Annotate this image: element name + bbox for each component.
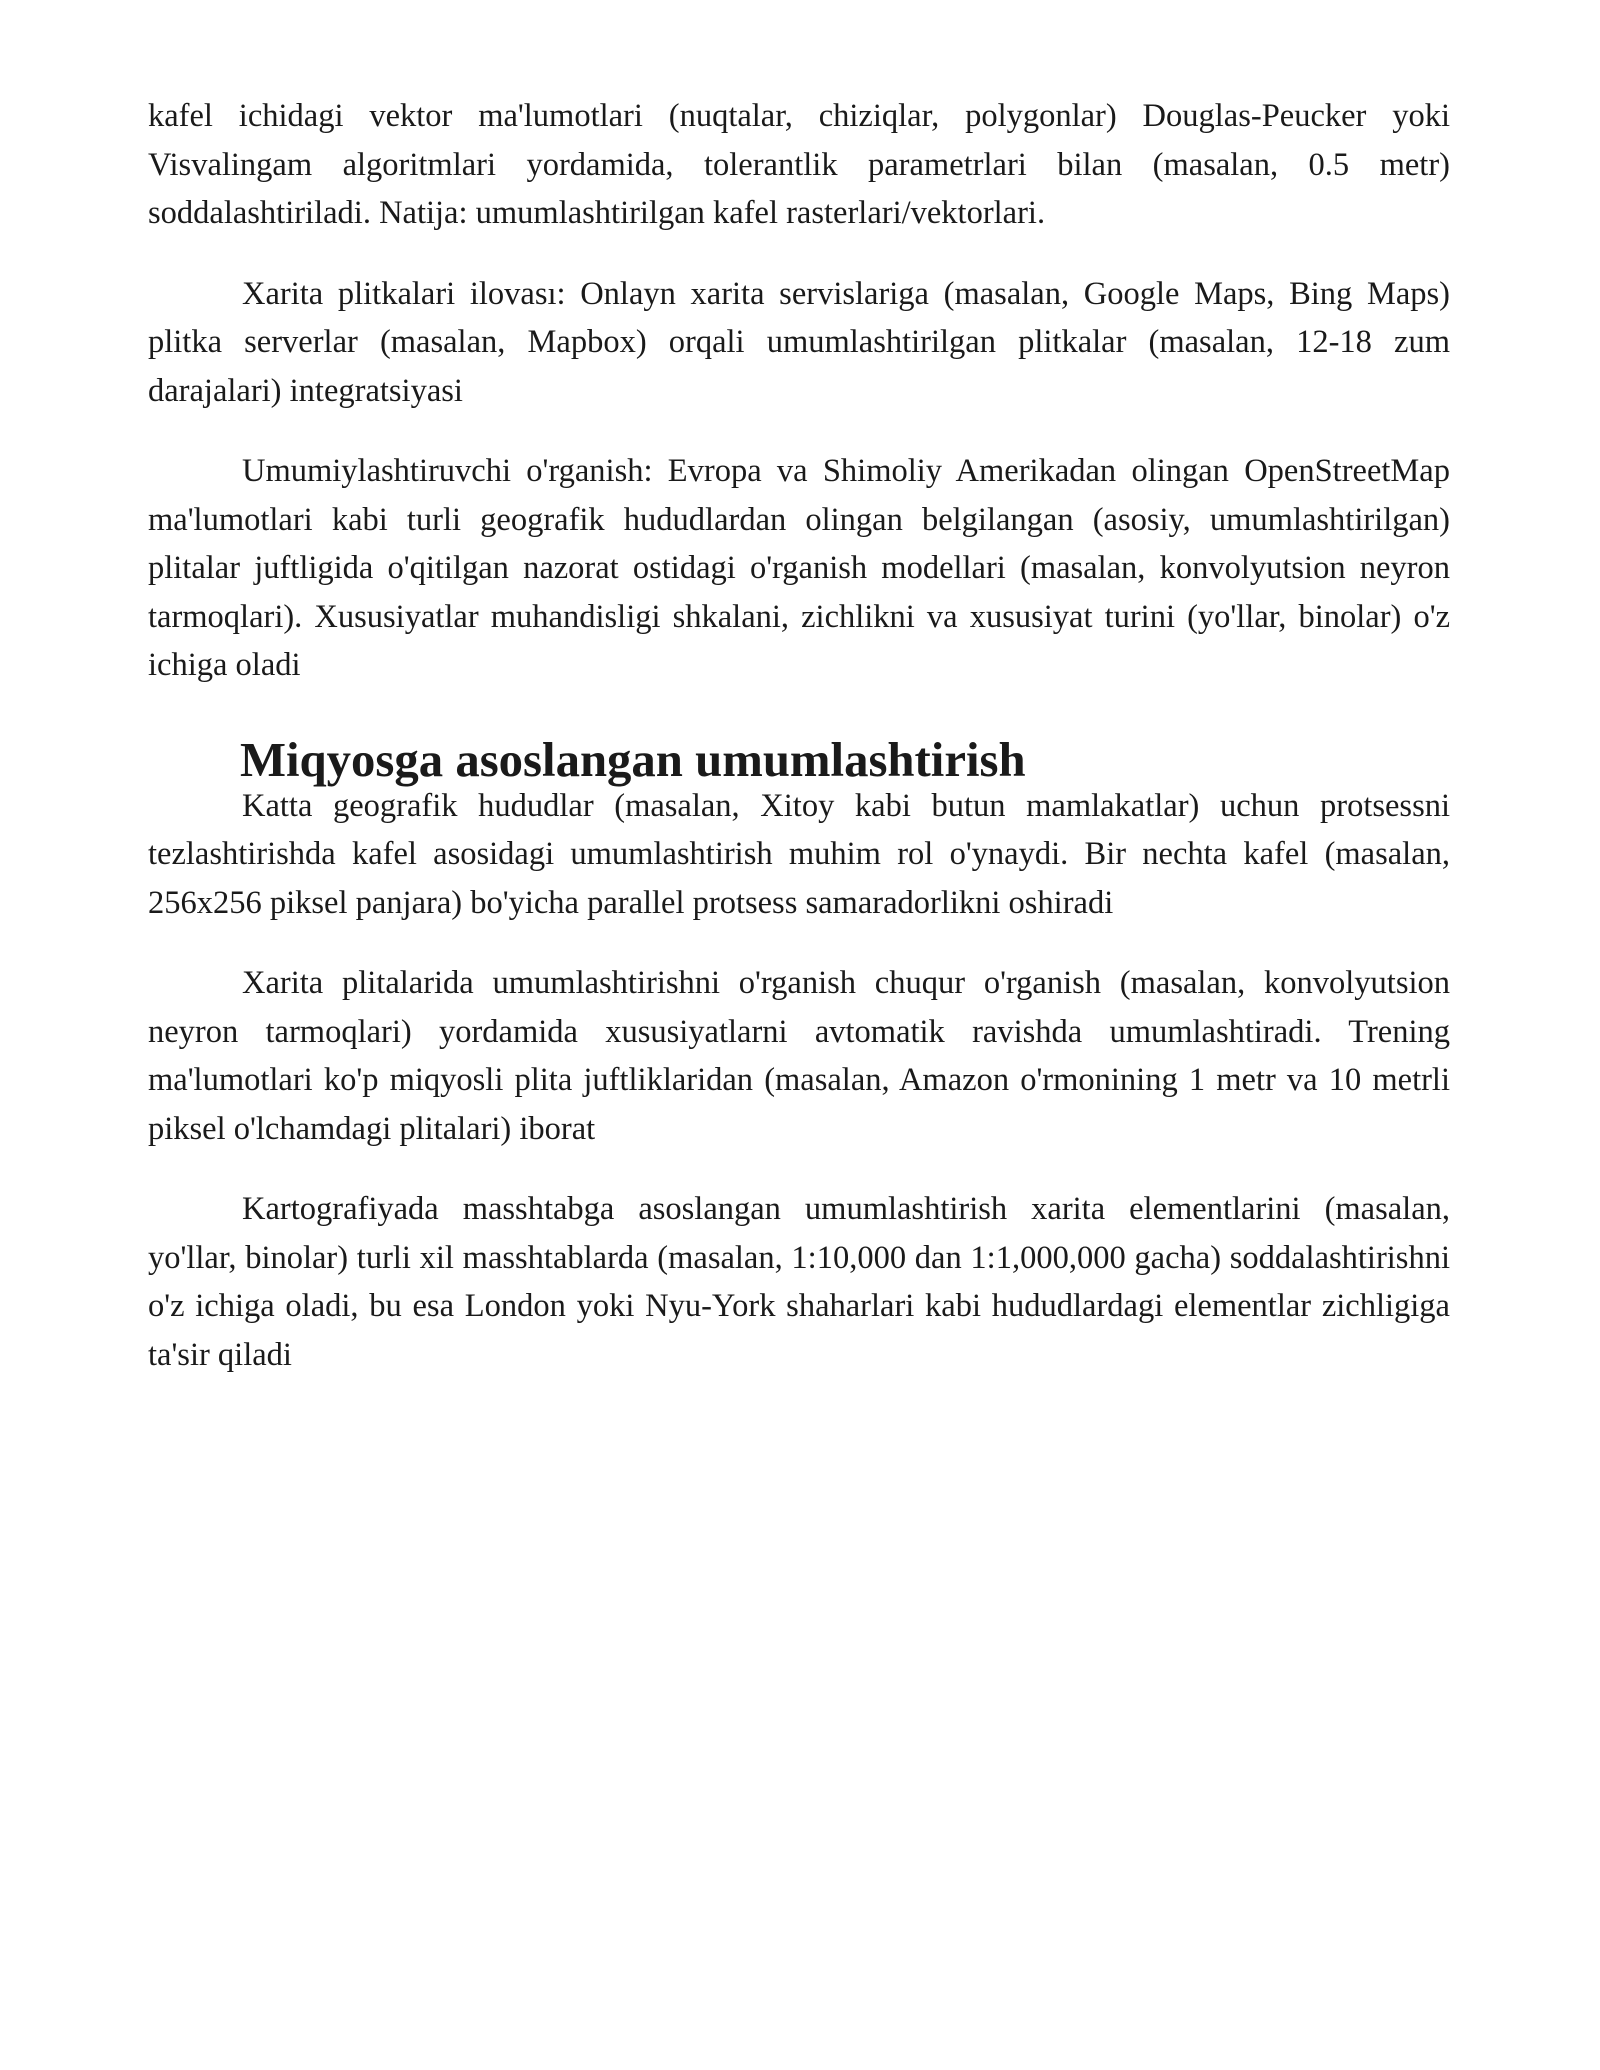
paragraph-deep-learning-tiles: Xarita plitalarida umumlashtirishni o'rganish chuqur o'rganish (masalan, konvolyutsion neyron tarmoqlari) yordamida xususiyatlarni avtomatik ravishda umumlashtiradi. Trening ma'lumotlari ko'p miqyosli plita juftliklaridan (masalan, Amazon o'rmonining 1 metr va 10 metrli piksel o'lchamdagi plitalari) iborat (148, 965, 1450, 1147)
paragraph-scale-based-cartography: Kartografiyada masshtabga asoslangan umumlashtirish xarita elementlarini (masalan, yo'llar, binolar) turli xil masshtablarda (masalan, 1:10,000 dan 1:1,000,000 gacha) soddalashtirishni o'z ichiga oladi, bu esa London yoki Nyu-York shaharlari kabi hududlardagi elementlar zichligiga ta'sir qiladi (148, 1191, 1450, 1373)
paragraph-vector-simplification: kafel ichidagi vektor ma'lumotlari (nuqtalar, chiziqlar, polygonlar) Douglas-Peucker yoki Visvalingam algoritmlari yordamida, tolerantlik parametrlari bilan (masalan, 0.5 metr) soddalashtiriladi. Natija: umumlashtirilgan kafel rasterlari/vektorlari. (148, 98, 1450, 231)
paragraph-generalization-learning: Umumiylashtiruvchi o'rganish: Evropa va Shimoliy Amerikadan olingan OpenStreetMap ma'lumotlari kabi turli geografik hududlardan olingan belgilangan (asosiy, umumlashtirilgan) plitalar juftligida o'qitilgan nazorat ostidagi o'rganish modellari (masalan, konvolyutsion neyron tarmoqlari). Xususiyatlar muhandisligi shkalani, zichlikni va xususiyat turini (yo'llar, binolar) o'z ichiga oladi (148, 453, 1450, 683)
paragraph-tile-based-generalization: Katta geografik hududlar (masalan, Xitoy kabi butun mamlakatlar) uchun protsessni tezlashtirishda kafel asosidagi umumlashtirish muhim rol o'ynaydi. Bir nechta kafel (masalan, 256x256 piksel panjara) bo'yicha parallel protsess samaradorlikni oshiradi (148, 787, 1450, 921)
paragraph-map-tiles-application: Xarita plitkalari ilovası: Onlayn xarita servislariga (masalan, Google Maps, Bing Maps) plitka serverlar (masalan, Mapbox) orqali umumlashtirilgan plitkalar (masalan, 12-18 zum darajalari) integratsiyasi (148, 275, 1450, 409)
section-heading: Miqyosga asoslangan umumlashtirish (240, 732, 1026, 787)
document-page (148, 92, 1450, 1379)
